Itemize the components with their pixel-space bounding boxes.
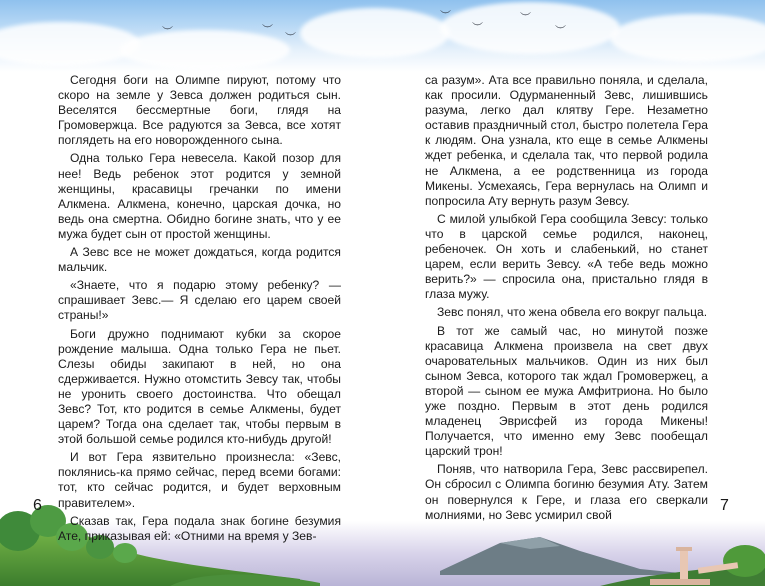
page-number-left: 6 xyxy=(33,497,42,514)
cloud-icon xyxy=(440,2,620,54)
paragraph: «Знаете, что я подарю этому ребенку? — спрашивает Зевс.— Я сделаю его царем своей страны!» xyxy=(58,278,341,323)
right-page xyxy=(425,73,708,526)
paragraph: Боги дружно поднимают кубки за скорое рождение малыша. Одна только Гера не пьет. Слезы обиды закипают в ней, но она сдерживается. Нужно отомстить Зевсу так, чтобы не уронить своего достоинства. Что обещал Зевс? Тот, кто родится в семье Алкмены, будет царем? Тогда она сделает так, чтобы первым в этой большой семье родился кто-нибудь другой! xyxy=(58,326,341,447)
cloud-icon xyxy=(120,30,290,70)
cloud-icon xyxy=(0,22,140,66)
paragraph: Сказав так, Гера подала знак богине безумия Ате, приказывая ей: «Отними на время у Зев- xyxy=(58,513,341,543)
cloud-icon xyxy=(610,14,765,62)
paragraph: И вот Гера язвительно произнесла: «Зевс, поклянись-ка прямо сейчас, перед всеми богами: тот, кто сейчас родится, и будет верховным правителем». xyxy=(58,450,341,510)
left-page xyxy=(58,73,341,547)
bird-icon: ︶ xyxy=(285,31,296,44)
bird-icon: ︶ xyxy=(520,11,531,24)
bird-icon: ︶ xyxy=(555,24,566,37)
bird-icon: ︶ xyxy=(162,25,173,38)
page-number-right: 7 xyxy=(720,497,729,514)
bird-icon: ︶ xyxy=(262,23,273,36)
sky-illustration xyxy=(0,0,765,72)
cloud-icon xyxy=(300,8,450,58)
paragraph: В тот же самый час, но минутой позже красавица Алкмена произвела на свет двух очаровательных мальчиков. Один из них был сыном Зевса, которого так ждал Громовержец, а второй — сыном ее мужа Амфитриона. Но было уже поздно. Первым в этот день родился младенец Эврисфей из города Микены! Получается, что именно ему Зевс пообещал царский трон! xyxy=(425,323,708,459)
paragraph: Одна только Гера невесела. Какой позор для нее! Ведь ребенок этот родится у земной женщины, красавицы гречанки по имени Алкмена. Алкмена, конечно, царская дочка, но ведь она смертна. Обидно богине знать, что у ее мужа будет сын от простой женщины. xyxy=(58,151,341,241)
bird-icon: ︶ xyxy=(472,21,483,34)
bird-icon: ︶ xyxy=(440,9,451,22)
paragraph: А Зевс все не может дождаться, когда родится мальчик. xyxy=(58,245,341,275)
paragraph: Поняв, что натворила Гера, Зевс рассвирепел. Он сбросил с Олимпа богиню безумия Ату. Затем он повернулся к Гере, и глаза его сверкали молниями, но Зевс усмирил свой xyxy=(425,462,708,522)
paragraph: Сегодня боги на Олимпе пируют, потому что скоро на земле у Зевса должен родиться сын. Веселятся бессмертные боги, глядя на Громовержца. Все радуются за Зевса, все хотят поглядеть на его новорожденного сына. xyxy=(58,73,341,148)
paragraph: С милой улыбкой Гера сообщила Зевсу: только что в царской семье родился, наконец, ребеночек. Он хоть и слабенький, но станет царем, если верить Зевсу. «А тебе ведь можно верить?» — спросила она, пристально глядя в глаза мужу. xyxy=(425,211,708,302)
paragraph-continuation: са разум». Ата все правильно поняла, и сделала, как просили. Одурманенный Зевс, лишившись разума, легко дал клятву Гере. Незаметно оставив праздничный стол, быстро полетела Гера к людям. Она узнала, кто еще в семье Алкмены ждет ребенка, и сделала так, что первой родила не Алкмена, а ее родственница из города Микены. Усмехаясь, Гера вернулась на Олимп и попросила Ату вернуть разум Зевсу. xyxy=(425,73,708,208)
paragraph: Зевс понял, что жена обвела его вокруг пальца. xyxy=(437,305,708,320)
